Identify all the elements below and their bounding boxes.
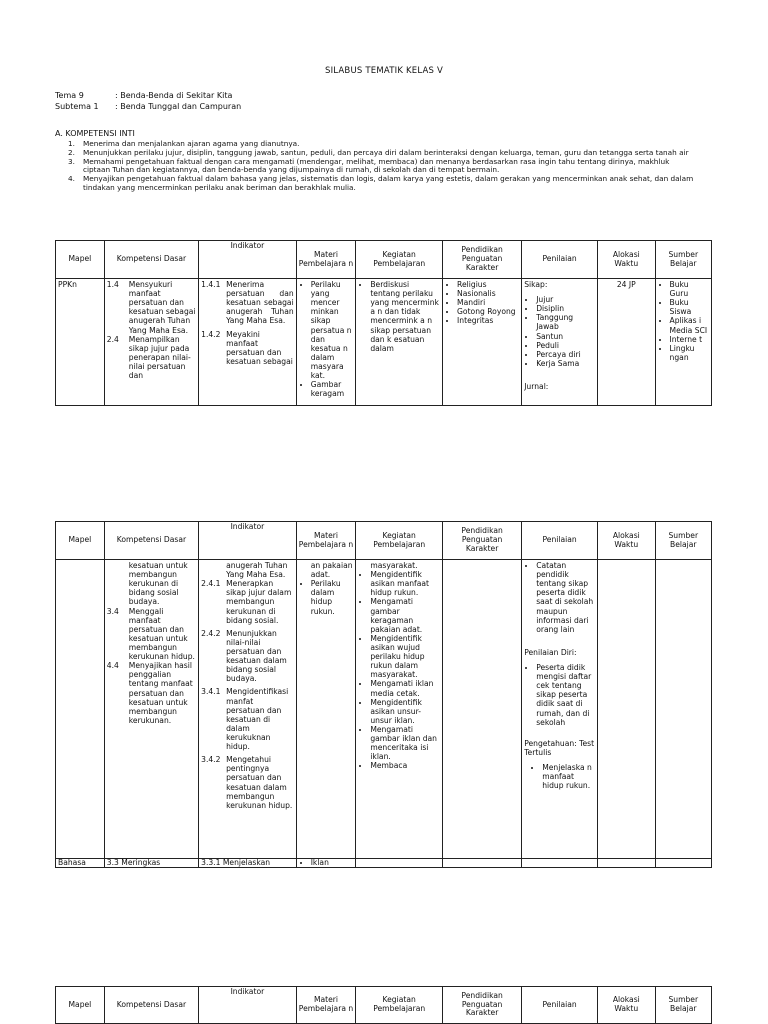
list-item: • Mengamati iklan media cetak. (370, 679, 440, 697)
list-item: • Integritas (457, 316, 519, 325)
karakter-cell (443, 560, 522, 859)
col-alokasi: Alokasi Waktu (598, 241, 655, 279)
list-item: • Peserta didik mengisi daftar cek tentang sikap peserta didik saat di rumah, dan di sekolah (536, 663, 595, 727)
list-item: • Percaya diri (536, 350, 595, 359)
list-item: • Peduli (536, 341, 595, 350)
kd-item: 2.4 Menampilkan sikap jujur pada penerapan nilai-nilai persatuan dan (106, 334, 191, 381)
list-item: • Santun (536, 332, 595, 341)
list-item: • Menjelaska n manfaat hidup rukun. (542, 763, 595, 790)
col-mapel: Mapel (56, 522, 105, 560)
tema-label: Tema 9 (55, 91, 84, 100)
kd-continuation: kesatuan untuk membangun kerukunan di bidang sosial budaya. (128, 561, 188, 607)
indikator-item: 2.4.2 Menunjukkan nilai-nilai persatuan dan kesatuan dalam bidang sosial budaya. (201, 628, 287, 684)
col-penilaian: Penilaian (522, 522, 598, 560)
silabus-table-1 (55, 240, 712, 406)
indikator-cell (199, 279, 297, 406)
penilaian-heading: Sikap: (524, 280, 548, 289)
mapel-cell: PPKn (56, 279, 105, 406)
ki-item: 4. Menyajikan pengetahuan faktual dalam bahasa yang jelas, sistematis dan logis, dalam karya yang estetis, dalam gerakan yang mencerminkan anak sehat, dan dalam tindakan yang mencerminkan perilaku anak beriman dan berakhlak mulia. (68, 174, 694, 192)
karakter-cell (443, 859, 522, 868)
col-pendidikan-karakter: Pendidikan Penguatan Karakter (443, 987, 522, 1024)
table-header-row (56, 241, 712, 279)
list-item: • Gotong Royong (457, 307, 519, 316)
col-kompetensi-dasar: Kompetensi Dasar (104, 241, 198, 279)
col-indikator: Indikator (199, 522, 297, 560)
tema-line (55, 91, 232, 100)
kd-item: 3.4 Menggali manfaat persatuan dan kesatuan untuk membangun kerukunan hidup. (106, 606, 195, 662)
list-item: • Mengidentifik asikan unsur-unsur iklan. (370, 698, 440, 725)
col-materi: Materi Pembelajara n (296, 987, 356, 1024)
col-materi: Materi Pembelajara n (296, 241, 356, 279)
section-heading: A. KOMPETENSI INTI (55, 129, 135, 138)
materi-cell (296, 279, 356, 406)
penilaian-cell (522, 560, 598, 859)
kd-cell: 3.3 Meringkas (104, 859, 198, 868)
materi-cell (296, 859, 356, 868)
karakter-cell (443, 279, 522, 406)
kd-cell (104, 560, 198, 859)
ki-item: 1. Menerima dan menjalankan ajaran agama yang dianutnya. (68, 139, 300, 148)
col-mapel: Mapel (56, 987, 105, 1024)
col-pendidikan-karakter: Pendidikan Penguatan Karakter (443, 241, 522, 279)
silabus-table-3 (55, 986, 712, 1024)
alokasi-cell (598, 859, 655, 868)
list-item: • Disiplin (536, 304, 595, 313)
indikator-cell (199, 560, 297, 859)
list-item: • Perilaku dalam hidup rukun. (311, 579, 354, 615)
materi-continuation: an pakaian adat. (310, 561, 353, 580)
kd-item: 4.4 Menyajikan hasil penggalian tentang manfaat persatuan dan kesatuan untuk membangun kerukunan. (106, 661, 193, 725)
list-item: • Religius (457, 280, 519, 289)
sumber-cell (655, 560, 711, 859)
silabus-table-2 (55, 521, 712, 868)
col-penilaian: Penilaian (522, 241, 598, 279)
list-item: • Buku Siswa (670, 298, 709, 316)
list-item: • Mandiri (457, 298, 519, 307)
list-item: • Membaca (370, 761, 440, 770)
col-materi: Materi Pembelajara n (296, 522, 356, 560)
col-sumber: Sumber Belajar (655, 241, 711, 279)
indikator-item: 3.4.2 Mengetahui pentingnya persatuan dan kesatuan dalam membangun kerukunan hidup. (201, 755, 293, 810)
col-alokasi: Alokasi Waktu (598, 522, 655, 560)
list-item: • Perilaku yang mencer minkan sikap persatua n dan kesatua n dalam masyara kat. (311, 280, 354, 380)
alokasi-cell: 24 JP (598, 279, 655, 406)
table-row (56, 859, 712, 868)
col-kegiatan: Kegiatan Pembelajaran (356, 241, 443, 279)
penilaian-cell (522, 859, 598, 868)
penilaian-cell (522, 279, 598, 406)
table-header-row (56, 522, 712, 560)
indikator-cell: 3.3.1 Menjelaskan (199, 859, 297, 868)
indikator-continuation: anugerah Tuhan Yang Maha Esa. (226, 561, 288, 580)
col-indikator: Indikator (199, 241, 297, 279)
kegiatan-cell (356, 279, 443, 406)
col-alokasi: Alokasi Waktu (598, 987, 655, 1024)
materi-cell (296, 560, 356, 859)
kegiatan-cell (356, 859, 443, 868)
kd-cell (104, 279, 198, 406)
col-sumber: Sumber Belajar (655, 522, 711, 560)
col-kegiatan: Kegiatan Pembelajaran (356, 987, 443, 1024)
sumber-cell (655, 279, 711, 406)
indikator-item: 1.4.2 Meyakini manfaat persatuan dan kesatuan sebagai (201, 329, 293, 366)
ki-item: 3. Memahami pengetahuan faktual dengan cara mengamati (mendengar, melihat, membaca) dan menanya berdasarkan rasa ingin tahu tentang dirinya, makhluk ciptaan Tuhan dan kegiatannya, dan benda-benda yang dijumpainya di rumah, di sekolah dan di tempat bermain. (68, 156, 670, 175)
table-header-row (56, 987, 712, 1024)
kegiatan-cell (356, 560, 443, 859)
list-item: • Iklan (311, 859, 354, 867)
penilaian-heading: Jurnal: (524, 381, 549, 391)
col-indikator: Indikator (199, 987, 297, 1024)
tema-value: : Benda-Benda di Sekitar Kita (115, 91, 233, 100)
list-item: • Berdiskusi tentang perilaku yang mencermink a n dan tidak mencermink a n sikap persatuan dan k esatuan dalam (370, 280, 440, 353)
list-item: • Interne t (670, 335, 709, 344)
list-item: • Kerja Sama (536, 359, 595, 368)
mapel-cell (56, 560, 105, 859)
subtema-label: Subtema 1 (55, 102, 99, 111)
alokasi-cell (598, 560, 655, 859)
penilaian-heading: Penilaian Diri: (524, 647, 577, 657)
col-kompetensi-dasar: Kompetensi Dasar (104, 522, 198, 560)
list-item: • Buku Guru (670, 280, 709, 298)
list-item: • Nasionalis (457, 289, 519, 298)
list-item: • Mengidentifik asikan wujud perilaku hidup rukun dalam masyarakat. (370, 634, 440, 680)
list-item: • Tanggung Jawab (536, 313, 595, 331)
list-item: • Gambar keragam (311, 380, 354, 398)
kd-item: 1.4 Mensyukuri manfaat persatuan dan kesatuan sebagai anugerah Tuhan Yang Maha Esa. (106, 280, 196, 335)
penilaian-heading: Pengetahuan: Test Tertulis (524, 738, 595, 757)
ki-item: 2. Menunjukkan perilaku jujur, disiplin, tanggung jawab, santun, peduli, dan percaya diri dalam berinteraksi dengan keluarga, teman, guru dan tetangga serta tanah air (68, 147, 689, 157)
table-row (56, 560, 712, 859)
kompetensi-inti-list (68, 140, 698, 193)
list-item: • Lingku ngan (670, 344, 709, 362)
list-item: • Jujur (536, 295, 595, 304)
subtema-value: : Benda Tunggal dan Campuran (115, 102, 242, 111)
kegiatan-continuation: masyarakat. (370, 561, 418, 570)
indikator-item: 2.4.1 Menerapkan sikap jujur dalam membangun kerukunan di bidang sosial. (201, 579, 292, 625)
col-pendidikan-karakter: Pendidikan Penguatan Karakter (443, 522, 522, 560)
mapel-cell: Bahasa (56, 859, 105, 868)
list-item: • Mengamati gambar iklan dan menceritaka isi iklan. (370, 725, 440, 761)
list-item: • Catatan pendidik tentang sikap peserta didik saat di sekolah maupun informasi dari orang lain (536, 561, 595, 634)
indikator-item: 3.4.1 Mengidentifikasi manfat persatuan dan kesatuan di dalam kerukuknan hidup. (201, 687, 289, 752)
table-row (56, 279, 712, 406)
col-sumber: Sumber Belajar (655, 987, 711, 1024)
list-item: • Aplikas i Media SCI (670, 316, 709, 334)
col-kegiatan: Kegiatan Pembelajaran (356, 522, 443, 560)
col-mapel: Mapel (56, 241, 105, 279)
list-item: • Mengamati gambar keragaman pakaian adat. (370, 597, 440, 633)
list-item: • Mengidentifik asikan manfaat hidup rukun. (370, 570, 440, 597)
indikator-item: 1.4.1 Menerima persatuan dan kesatuan sebagai anugerah Tuhan Yang Maha Esa. (201, 280, 294, 326)
col-kompetensi-dasar: Kompetensi Dasar (104, 987, 198, 1024)
col-penilaian: Penilaian (522, 987, 598, 1024)
subtema-line (55, 102, 241, 111)
sumber-cell (655, 859, 711, 868)
page-title: SILABUS TEMATIK KELAS V (324, 66, 444, 76)
